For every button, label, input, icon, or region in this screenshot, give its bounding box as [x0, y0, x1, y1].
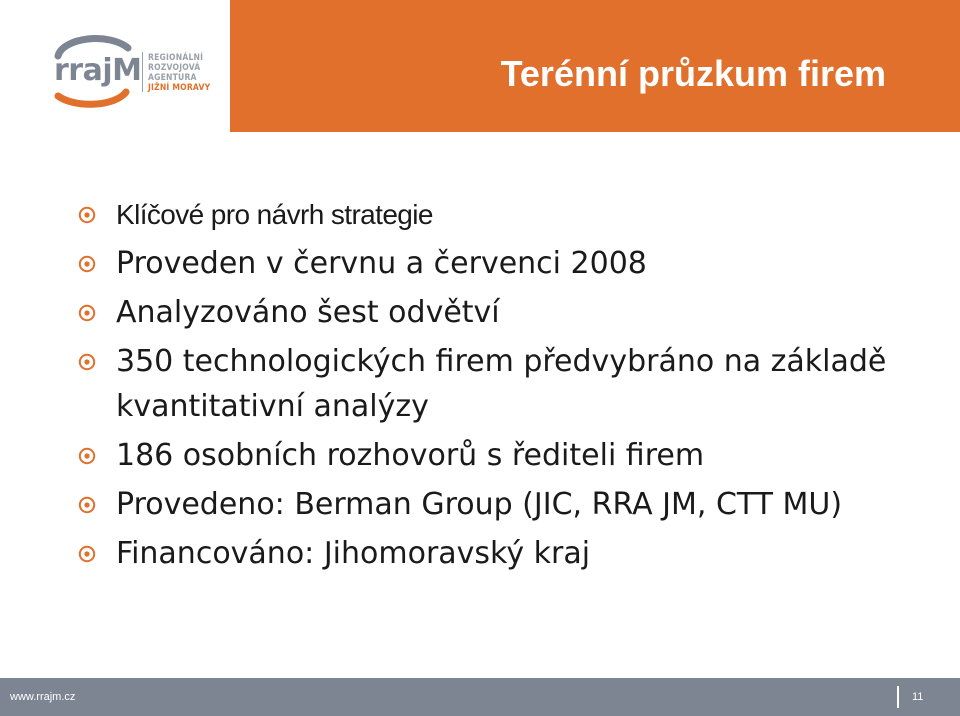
bullet-text: 186 osobních rozhovorů s řediteli firem [116, 438, 705, 473]
logo-divider [142, 52, 143, 92]
bullet-item [78, 241, 908, 286]
bullet-text: Provedeno: Berman Group (JIC, RRA JM, CTT MU) [116, 487, 843, 522]
bullet-text: 350 technologických firem předvybráno na základě kvantitativní analýzy [116, 344, 887, 424]
circled-dot-icon [78, 496, 96, 514]
footer-url-link[interactable]: www.rrajm.cz [10, 691, 76, 703]
logo-tagline-line: JIŽNÍ MORAVY [148, 83, 211, 93]
rrajm-logo [44, 30, 224, 114]
footer-separator [897, 686, 899, 708]
bullet-item [78, 482, 908, 527]
logo-tagline-line: ROZVOJOVÁ [148, 63, 201, 73]
circled-dot-icon [78, 304, 96, 322]
bullet-item [78, 339, 908, 429]
circled-dot-icon [78, 447, 96, 465]
circled-dot-icon [78, 255, 96, 273]
logo-wordmark: rrajM [54, 53, 142, 88]
logo-tagline-line: REGIONÁLNÍ [148, 53, 204, 63]
circled-dot-icon [78, 206, 96, 224]
circled-dot-icon [78, 545, 96, 563]
bullet-text: Financováno: Jihomoravský kraj [116, 536, 591, 571]
logo-tagline [148, 53, 210, 93]
title-banner [230, 0, 960, 132]
bullet-item [78, 531, 908, 576]
logo-tagline-line: AGENTURA [148, 73, 197, 83]
bullet-text: Klíčové pro návrh strategie [116, 199, 433, 230]
bullet-item [78, 290, 908, 335]
bullet-item [78, 433, 908, 478]
page-number: 11 [912, 691, 924, 703]
bullet-item [78, 192, 908, 237]
bullet-text: Analyzováno šest odvětví [116, 295, 500, 330]
circled-dot-icon [78, 353, 96, 371]
bullet-text: Proveden v červnu a červenci 2008 [116, 246, 647, 281]
slide-title: Terénní průzkum firem [500, 53, 886, 94]
bullet-list [78, 192, 908, 580]
footer-bar [0, 678, 960, 716]
